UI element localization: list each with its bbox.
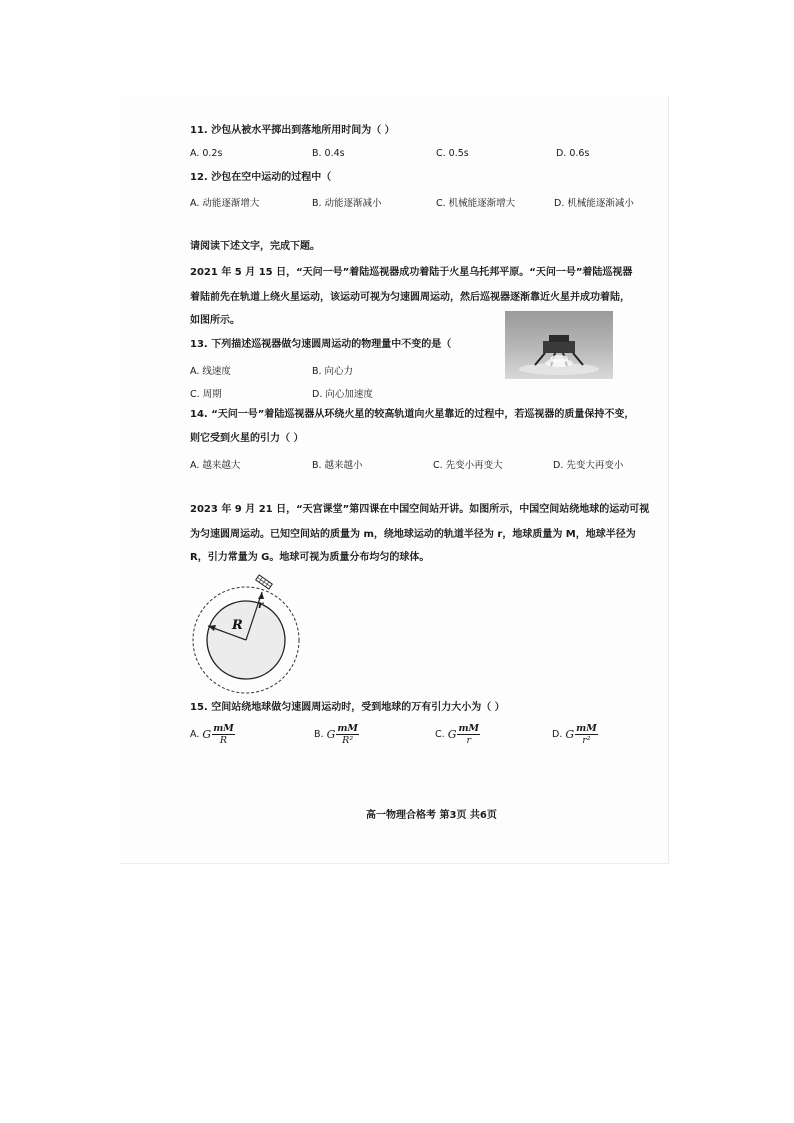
question-15-option-c: C. G $\frac{mM}{r}$ — [435, 723, 480, 746]
question-11-option-b: B. 0.4s — [312, 148, 345, 159]
question-14-stem-line-1: 14. “天问一号”着陆巡视器从环绕火星的较高轨道向火星靠近的过程中，若巡视器的质量保持不变， — [190, 409, 635, 420]
passage-1-intro: 请阅读下述文字，完成下题。 — [190, 241, 320, 252]
question-11-option-c: C. 0.5s — [436, 148, 469, 159]
passage-1-line-3: 如图所示。 — [190, 315, 240, 326]
passage-1-line-1: 2021 年 5 月 15 日，“天问一号”着陆巡视器成功着陆于火星乌托邦平原。“天问一号”着陆巡视器 — [190, 267, 633, 278]
question-12-stem: 12. 沙包在空中运动的过程中（ — [190, 172, 332, 183]
question-12-option-b: B. 动能逐渐减小 — [312, 198, 382, 209]
question-14-option-b: B. 越来越小 — [312, 460, 363, 471]
question-15-stem: 15. 空间站绕地球做匀速圆周运动时，受到地球的万有引力大小为（ ） — [190, 702, 505, 713]
question-14-stem-line-2: 则它受到火星的引力（ ） — [190, 433, 304, 444]
question-14-option-a: A. 越来越大 — [190, 460, 241, 471]
question-15-option-b: B. G $\frac{mM}{\text{R²}}$ — [314, 723, 358, 746]
question-12-option-a: A. 动能逐渐增大 — [190, 198, 260, 209]
question-12-option-d: D. 机械能逐渐减小 — [554, 198, 634, 209]
question-13-option-b: B. 向心力 — [312, 366, 354, 377]
passage-2-line-3: R，引力常量为 G。地球可视为质量分布均匀的球体。 — [190, 552, 430, 563]
label-R: R — [232, 618, 243, 633]
scanned-page — [120, 95, 669, 864]
label-r: r — [258, 600, 264, 611]
space-station-icon — [256, 575, 273, 589]
question-15-option-a: A. G $\frac{mM}{R}$ — [190, 723, 234, 746]
question-13-option-d: D. 向心加速度 — [312, 389, 373, 400]
question-12-option-c: C. 机械能逐渐增大 — [436, 198, 516, 209]
question-11-option-d: D. 0.6s — [556, 148, 590, 159]
question-14-option-d: D. 先变大再变小 — [553, 460, 624, 471]
page-footer: 高一物理合格考 第3页 共6页 — [366, 810, 497, 821]
passage-2-line-2: 为匀速圆周运动。已知空间站的质量为 m，绕地球运动的轨道半径为 r，地球质量为 M，地球半径为 — [190, 529, 636, 540]
passage-1-line-2: 着陆前先在轨道上绕火星运动，该运动可视为匀速圆周运动，然后巡视器逐渐靠近火星并成功着陆， — [190, 292, 630, 303]
question-13-stem: 13. 下列描述巡视器做匀速圆周运动的物理量中不变的是（ — [190, 339, 452, 350]
question-11-stem: 11. 沙包从被水平掷出到落地所用时间为（ ） — [190, 125, 395, 136]
passage-2-line-1: 2023 年 9 月 21 日，“天宫课堂”第四课在中国空间站开讲。如图所示，中国空间站绕地球的运动可视 — [190, 504, 650, 515]
question-13-option-c: C. 周期 — [190, 389, 222, 400]
mars-lander-photo — [505, 311, 613, 379]
orbit-diagram — [186, 574, 306, 698]
question-14-option-c: C. 先变小再变大 — [433, 460, 503, 471]
question-13-option-a: A. 线速度 — [190, 366, 231, 377]
question-15-option-d: D. G $\frac{mM}{\text{r²}}$ — [552, 723, 597, 746]
question-11-option-a: A. 0.2s — [190, 148, 223, 159]
